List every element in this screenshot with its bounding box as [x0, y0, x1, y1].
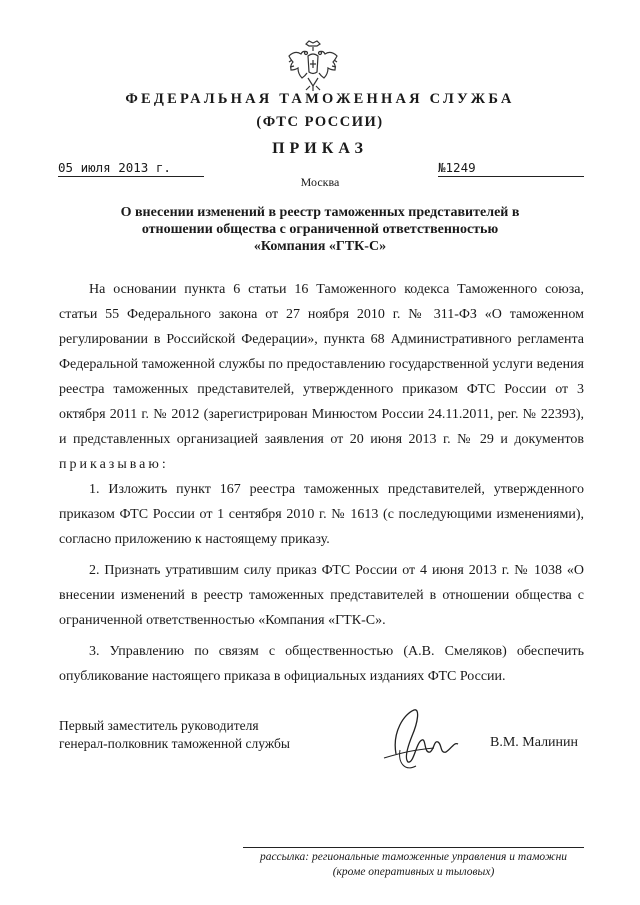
handwritten-signature — [374, 702, 474, 774]
position-line: генерал-полковник таможенной службы — [59, 736, 290, 751]
title-line: «Компания «ГТК-С» — [253, 239, 387, 254]
signer-position — [59, 717, 290, 753]
intro-paragraph — [59, 277, 584, 477]
distribution-line: (кроме оперативных и тыловых) — [332, 866, 495, 878]
distribution-list — [243, 850, 584, 880]
signer-name: В.М. Малинин — [490, 735, 579, 750]
position-line: Первый заместитель руководителя — [59, 718, 259, 733]
order-item-1: 1. Изложить пункт 167 реестра таможенных представителей, утвержденного приказом ФТС России от 1 сентября 2010 г. № 1613 (с последующими изменениями), согласно приложению к настоящему приказу. — [59, 482, 584, 547]
intro-text: На основании пункта 6 статьи 16 Таможенного кодекса Таможенного союза, статьи 55 Федерального закона от 27 ноября 2010 г. № 311-ФЗ «О таможенном регулировании в Российской Федерации», пункта 68 Административного регламента Федеральной таможенной службы по предоставлению государственной услуги ведения реестра таможенных представителей, утвержденного приказом ФТС России от 3 октября 2011 г. № 2012 (зарегистрирован Минюстом России 24.11.2011, рег. № 22393), и представленных организацией заявления от 20 июня 2013 г. № 29 и документов — [59, 282, 584, 447]
order-title — [0, 204, 640, 255]
order-date: 05 июля 2013 г. — [58, 160, 204, 177]
title-line: О внесении изменений в реестр таможенных представителей в — [120, 205, 520, 220]
agency-name: ФЕДЕРАЛЬНАЯ ТАМОЖЕННАЯ СЛУЖБА — [125, 91, 515, 107]
document-type: ПРИКАЗ — [272, 140, 368, 157]
title-line: отношении общества с ограниченной ответственностью — [141, 222, 499, 237]
order-word: приказываю: — [59, 457, 169, 472]
order-item-2: 2. Признать утратившим силу приказ ФТС России от 4 июня 2013 г. № 1038 «О внесении изменений в реестр таможенных представителей в отношении общества с ограниченной ответственностью «Компания «ГТК-С». — [59, 563, 584, 628]
order-number: №1249 — [438, 160, 584, 177]
coat-of-arms-icon — [284, 38, 342, 96]
distribution-rule — [243, 847, 584, 848]
order-city: Москва — [300, 175, 340, 189]
distribution-line: рассылка: региональные таможенные управления и таможни — [259, 851, 568, 863]
order-body — [59, 277, 584, 689]
order-item-3: 3. Управлению по связям с общественностью (А.В. Смеляков) обеспечить опубликование настоящего приказа в официальных изданиях ФТС России. — [59, 644, 584, 684]
agency-abbreviation: (ФТС РОССИИ) — [256, 114, 384, 130]
